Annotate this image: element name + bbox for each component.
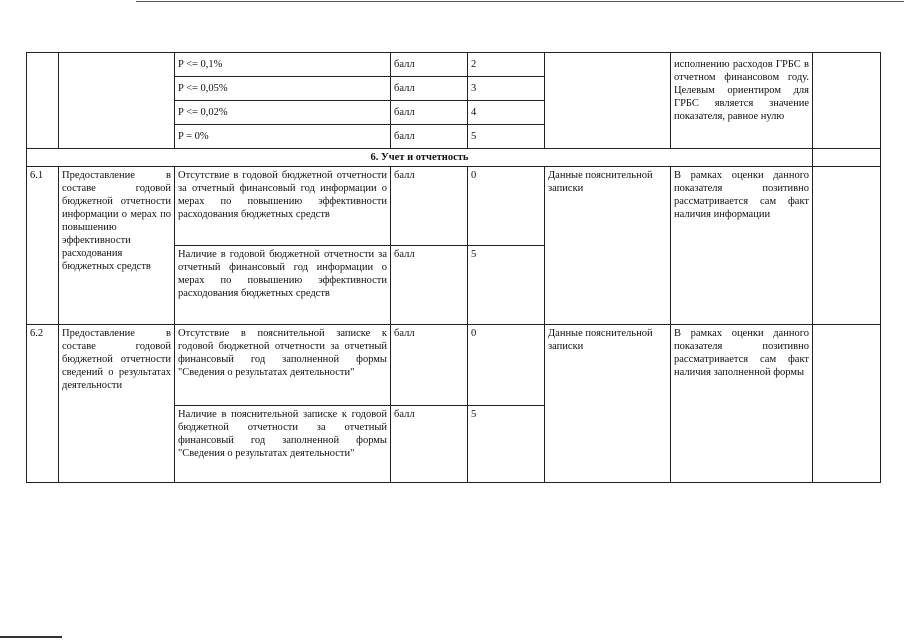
criterion-cell: P <= 0,1% — [175, 53, 391, 77]
item-number: 6.2 — [27, 325, 59, 483]
unit-cell: балл — [391, 77, 468, 101]
source-cell: Данные пояснительной записки — [545, 167, 671, 325]
extra-cell-empty — [813, 53, 881, 149]
criterion-cell: Наличие в пояснительной записке к годовой бюджетной отчетности за отчетный финансовый год заполненной формы "Сведения о результатах деятельности" — [175, 406, 391, 483]
evaluation-table — [26, 52, 881, 483]
score-cell: 2 — [468, 53, 545, 77]
extra-cell-empty — [813, 325, 881, 483]
indicator-cell-empty — [59, 53, 175, 149]
score-cell: 5 — [468, 125, 545, 149]
criterion-cell: Наличие в годовой бюджетной отчетности за отчетный финансовый год информации о мерах по повышению эффективности расходования бюджетных средств — [175, 246, 391, 325]
score-cell: 4 — [468, 101, 545, 125]
unit-cell: балл — [391, 246, 468, 325]
criterion-cell: P <= 0,02% — [175, 101, 391, 125]
criterion-cell: P <= 0,05% — [175, 77, 391, 101]
item-number: 6.1 — [27, 167, 59, 325]
score-cell: 3 — [468, 77, 545, 101]
comment-cell: В рамках оценки данного показателя позитивно рассматривается сам факт наличия информации — [671, 167, 813, 325]
section-title: 6. Учет и отчетность — [27, 149, 813, 167]
table-row — [27, 325, 881, 406]
source-cell: Данные пояснительной записки — [545, 325, 671, 483]
score-cell: 0 — [468, 325, 545, 406]
indicator-cell: Предоставление в составе годовой бюджетной отчетности сведений о результатах деятельности — [59, 325, 175, 483]
section-row — [27, 149, 881, 167]
source-cell-empty — [545, 53, 671, 149]
comment-cell: В рамках оценки данного показателя позитивно рассматривается сам факт наличия заполненной формы — [671, 325, 813, 483]
comment-cell: исполнению расходов ГРБС в отчетном финансовом году. Целевым ориентиром для ГРБС является значение показателя, равное нулю — [671, 53, 813, 149]
extra-cell-empty — [813, 167, 881, 325]
table-row — [27, 167, 881, 246]
page-bottom-mark — [0, 636, 62, 638]
score-cell: 5 — [468, 246, 545, 325]
indicator-cell: Предоставление в составе годовой бюджетной отчетности информации о мерах по повышению эффективности расходования бюджетных средств — [59, 167, 175, 325]
criterion-cell: Отсутствие в годовой бюджетной отчетности за отчетный финансовый год информации о мерах по повышению эффективности расходования бюджетных средств — [175, 167, 391, 246]
score-cell: 5 — [468, 406, 545, 483]
unit-cell: балл — [391, 125, 468, 149]
extra-cell-empty — [813, 149, 881, 167]
criterion-cell: Отсутствие в пояснительной записке к годовой бюджетной отчетности за отчетный финансовый год заполненной формы "Сведения о результатах деятельности" — [175, 325, 391, 406]
unit-cell: балл — [391, 101, 468, 125]
unit-cell: балл — [391, 406, 468, 483]
score-cell: 0 — [468, 167, 545, 246]
unit-cell: балл — [391, 167, 468, 246]
table-row — [27, 53, 881, 77]
unit-cell: балл — [391, 325, 468, 406]
criterion-cell: P = 0% — [175, 125, 391, 149]
number-cell-empty — [27, 53, 59, 149]
page-top-rule — [136, 1, 904, 2]
unit-cell: балл — [391, 53, 468, 77]
